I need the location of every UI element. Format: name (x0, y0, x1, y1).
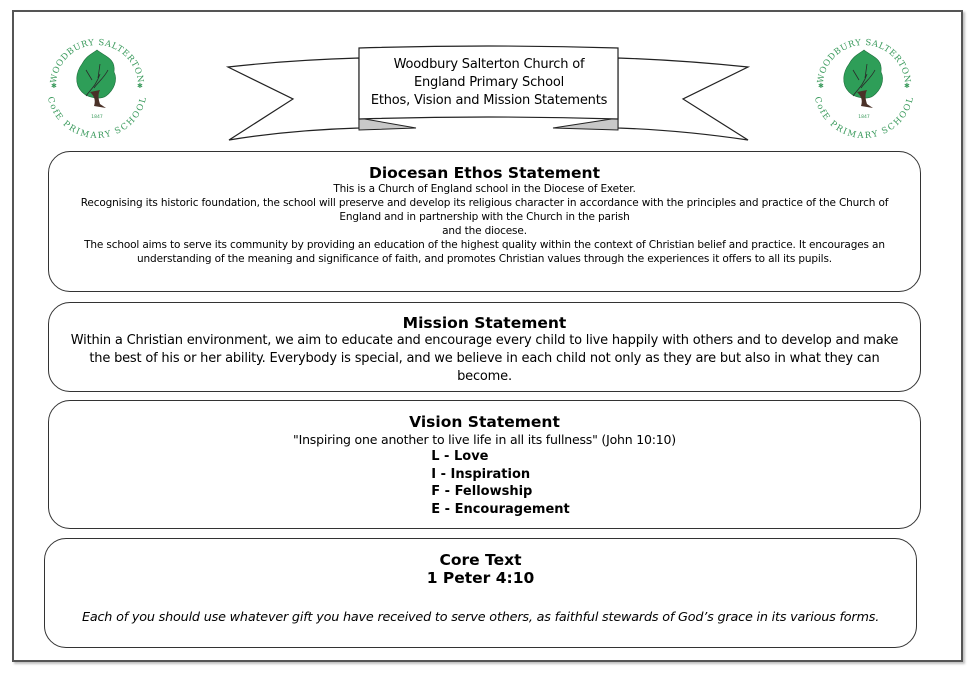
ethos-statement-box (48, 151, 921, 292)
vision-statement-box (48, 400, 921, 529)
star-icon: ✱ (904, 82, 910, 90)
ethos-line: England and in partnership with the Church in the parish (339, 211, 630, 223)
acrostic-item: I - Inspiration (431, 466, 531, 482)
mission-statement-box (48, 302, 921, 392)
logo-top-text: WOODBURY SALTERTON (815, 37, 913, 84)
vision-acrostic (431, 448, 570, 518)
tree-icon (844, 50, 883, 108)
mission-title: Mission Statement (402, 314, 567, 332)
school-logo-left (42, 28, 152, 138)
ethos-line: Recognising its historic foundation, the school will preserve and develop its religious character in accordance with the principles and practice of the Church of (80, 197, 889, 209)
ethos-line: This is a Church of England school in the Diocese of Exeter. (333, 183, 636, 195)
ethos-line: understanding of the meaning and significance of faith, and promotes Christian values through the experiences it offers to all its pupils. (137, 253, 832, 265)
ethos-title: Diocesan Ethos Statement (368, 164, 600, 182)
banner-line: Woodbury Salterton Church of (393, 57, 585, 72)
banner-title (360, 48, 618, 118)
ethos-line: The school aims to serve its community by providing an education of the highest quality within the context of Christian belief and practice. It encourages an (84, 239, 885, 251)
star-icon: ✱ (137, 82, 143, 90)
mission-text: Within a Christian environment, we aim to educate and encourage every child to live happily with others and to develop and make the best of his or her ability. Everybody is special, and we believe in each child not only as they are but also in what they can become. (70, 333, 899, 384)
logo-bottom-text: CofE PRIMARY SCHOOL (44, 95, 150, 138)
acrostic-item: L - Love (431, 449, 489, 464)
logo-top-text: WOODBURY SALTERTON (48, 37, 146, 84)
logo-bottom-text: CofE PRIMARY SCHOOL (811, 95, 917, 138)
core-text-box (44, 538, 917, 648)
school-logo-right (809, 28, 919, 138)
star-icon: ✱ (51, 82, 57, 90)
core-reference: 1 Peter 4:10 (426, 569, 535, 587)
ethos-line: and the diocese. (442, 225, 527, 237)
vision-quote: "Inspiring one another to live life in all its fullness" (John 10:10) (293, 432, 676, 447)
acrostic-item: F - Fellowship (431, 484, 533, 499)
banner-line: Ethos, Vision and Mission Statements (370, 93, 608, 108)
logo-year: 1847 (91, 115, 103, 120)
vision-title: Vision Statement (409, 413, 560, 431)
logo-year: 1847 (858, 115, 870, 120)
banner-line: England Primary School (413, 75, 565, 90)
tree-icon (77, 50, 116, 108)
core-verse: Each of you should use whatever gift you have received to serve others, as faithful stewards of God’s grace in its various forms. (81, 610, 880, 625)
acrostic-item: E - Encouragement (431, 501, 570, 517)
star-icon: ✱ (818, 82, 824, 90)
core-title: Core Text (439, 551, 522, 569)
